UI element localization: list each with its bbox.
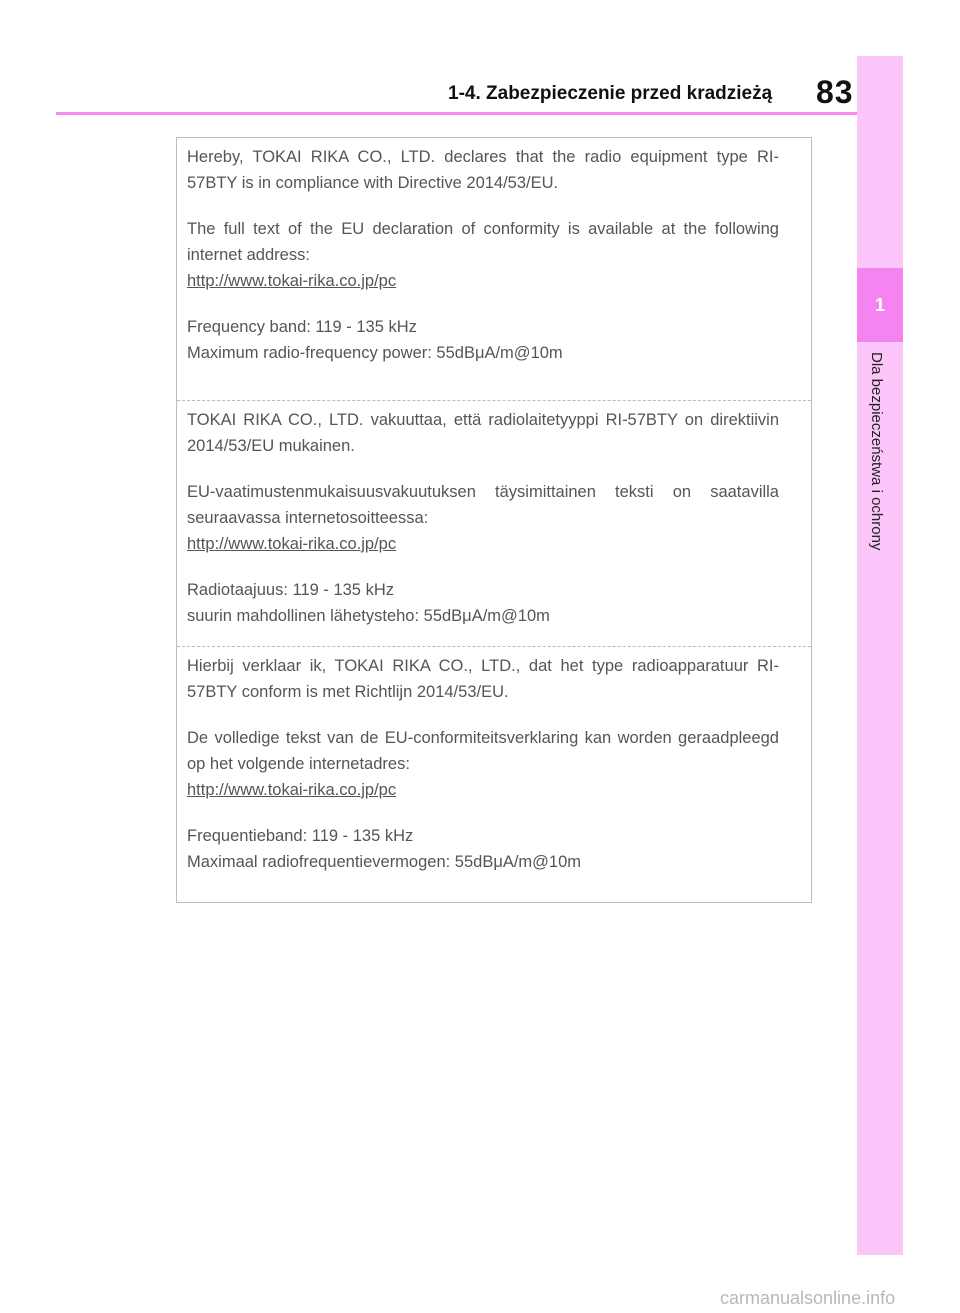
declaration-statement: Hierbij verklaar ik, TOKAI RIKA CO., LTD., dat het type radioapparatuur RI-57BTY conform is met Richtlijn 2014/53/EU. xyxy=(187,657,779,701)
chapter-label: Dla bezpieczeństwa i ochrony xyxy=(868,352,885,551)
availability-text: De volledige tekst van de EU-conformiteitsverklaring kan worden geraadpleegd op het volgende internetadres: xyxy=(187,729,779,773)
declaration-statement: TOKAI RIKA CO., LTD. vakuuttaa, että radiolaitetyyppi RI-57BTY on direktiivin 2014/53/EU mukainen. xyxy=(187,411,779,455)
declaration-availability xyxy=(187,479,779,557)
availability-text: The full text of the EU declaration of conformity is available at the following internet address: xyxy=(187,220,779,264)
declaration-availability xyxy=(187,725,779,803)
page-number: 83 xyxy=(816,74,854,110)
watermark: carmanualsonline.info xyxy=(720,1288,896,1308)
declaration-specs xyxy=(187,823,779,875)
declaration-specs xyxy=(187,577,779,629)
declaration-link[interactable]: http://www.tokai-rika.co.jp/pc xyxy=(187,272,397,290)
declaration-dutch xyxy=(177,646,811,902)
frequency-band: Frequentieband: 119 - 135 kHz xyxy=(187,827,414,845)
max-power: suurin mahdollinen lähetysteho: 55dBμA/m@10m xyxy=(187,607,550,625)
declaration-finnish xyxy=(177,400,811,646)
header-divider xyxy=(56,112,857,115)
frequency-band: Radiotaajuus: 119 - 135 kHz xyxy=(187,581,394,599)
declaration-link[interactable]: http://www.tokai-rika.co.jp/pc xyxy=(187,781,397,799)
declaration-specs xyxy=(187,314,779,366)
chapter-side-tab xyxy=(857,56,903,1255)
declaration-link[interactable]: http://www.tokai-rika.co.jp/pc xyxy=(187,535,397,553)
section-title: 1-4. Zabezpieczenie przed kradzieżą xyxy=(448,83,773,104)
availability-text: EU-vaatimustenmukaisuusvakuutuksen täysimittainen teksti on saatavilla seuraavassa internetosoitteessa: xyxy=(187,483,779,527)
declaration-box xyxy=(176,137,812,903)
declaration-availability xyxy=(187,216,779,294)
max-power: Maximaal radiofrequentievermogen: 55dBμA/m@10m xyxy=(187,853,582,871)
max-power: Maximum radio-frequency power: 55dBμA/m@10m xyxy=(187,344,563,362)
declaration-statement: Hereby, TOKAI RIKA CO., LTD. declares that the radio equipment type RI-57BTY is in compliance with Directive 2014/53/EU. xyxy=(187,148,779,192)
declaration-english xyxy=(177,138,811,400)
chapter-number-tab[interactable]: 1 xyxy=(857,268,903,342)
frequency-band: Frequency band: 119 - 135 kHz xyxy=(187,318,417,336)
